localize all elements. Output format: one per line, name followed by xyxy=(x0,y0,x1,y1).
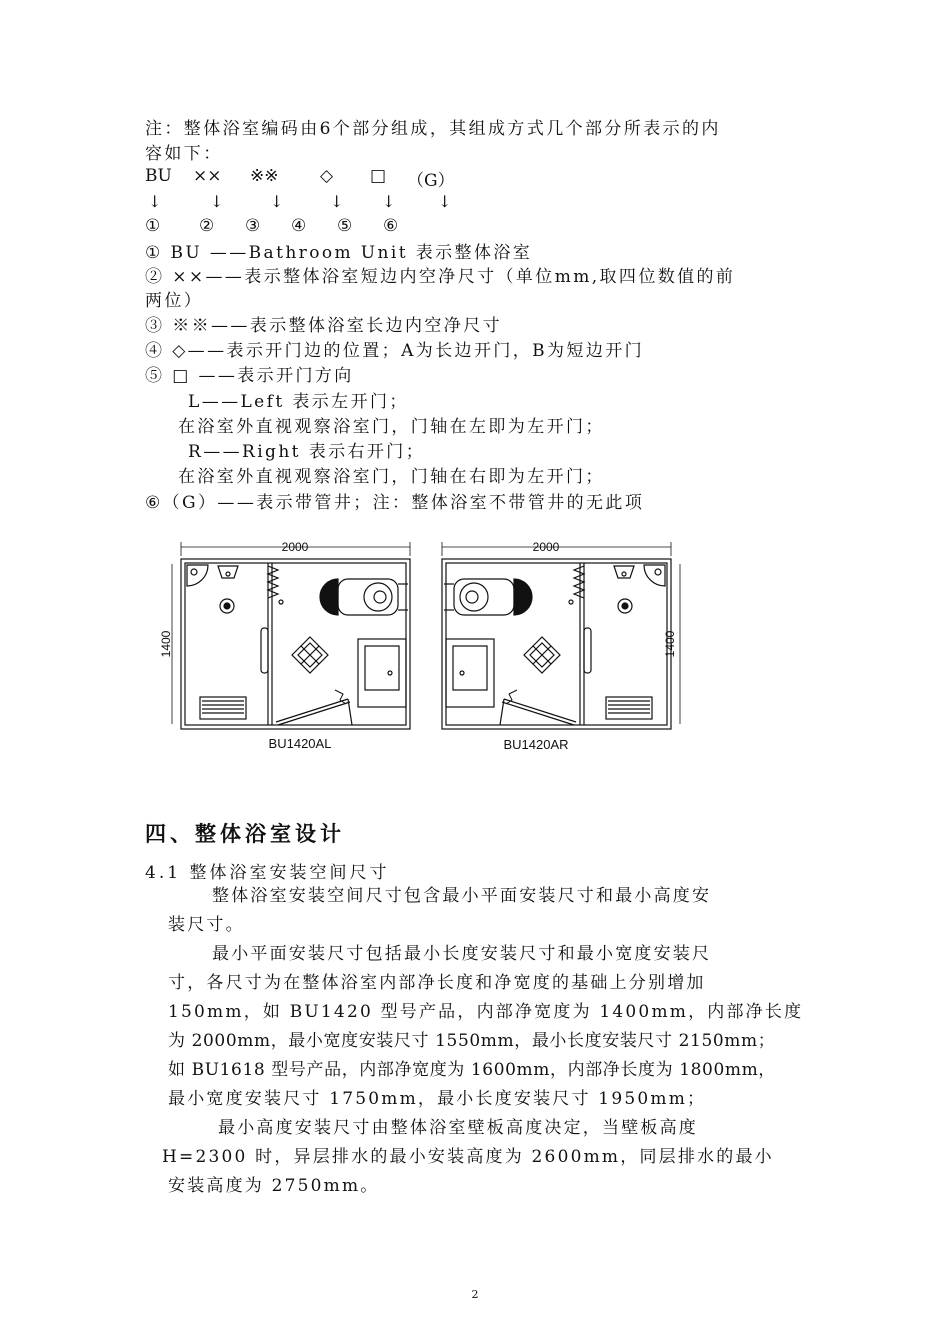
note-item-2-cont: 两位） xyxy=(145,291,204,311)
paragraph-line: 最小高度安装尺寸由整体浴室壁板高度决定，当壁板高度 xyxy=(218,1118,698,1138)
code-part: □ xyxy=(370,166,387,186)
note-item-5-right: R——Right 表示右开门； xyxy=(188,442,426,462)
down-arrow-icon: ↓ xyxy=(148,192,162,211)
right-caption: BU1420AR xyxy=(503,737,569,752)
right-height-label: 1400 xyxy=(663,630,677,658)
circled-number: ② xyxy=(199,216,215,236)
paragraph-line: H=2300 时，异层排水的最小安装高度为 2600mm，同层排水的最小 xyxy=(162,1147,774,1167)
note-item-5-left: L——Left 表示左开门； xyxy=(188,392,409,412)
note-item-5: ⑤ □ ——表示开门方向 xyxy=(145,366,354,386)
code-part: ※※ xyxy=(250,166,279,186)
note-item-1: ① BU ——Bathroom Unit 表示整体浴室 xyxy=(145,243,533,263)
circled-number: ③ xyxy=(245,216,261,236)
paragraph-line: 最小宽度安装尺寸 1750mm，最小长度安装尺寸 1950mm； xyxy=(168,1089,707,1109)
floor-plan-left xyxy=(172,542,410,729)
down-arrow-icon: ↓ xyxy=(382,192,396,211)
down-arrow-icon: ↓ xyxy=(210,192,224,211)
down-arrow-icon: ↓ xyxy=(330,192,344,211)
paragraph-line: 安装高度为 2750mm。 xyxy=(168,1176,380,1196)
note-line-2: 容如下： xyxy=(145,144,223,164)
right-width-label: 2000 xyxy=(532,540,560,554)
page-number: 2 xyxy=(471,1288,479,1301)
note-item-5-right-desc: 在浴室外直视观察浴室门，门轴在右即为左开门； xyxy=(178,467,605,487)
note-item-5-left-desc: 在浴室外直视观察浴室门，门轴在左即为左开门； xyxy=(178,417,605,437)
code-part: ×× xyxy=(193,166,222,186)
circled-number: ⑥ xyxy=(383,216,399,236)
left-width-label: 2000 xyxy=(281,540,309,554)
paragraph-line: 装尺寸。 xyxy=(168,915,245,935)
paragraph-line: 最小平面安装尺寸包括最小长度安装尺寸和最小宽度安装尺 xyxy=(212,944,712,964)
code-parts-row xyxy=(145,166,475,191)
circled-number: ⑤ xyxy=(337,216,353,236)
paragraph-2 xyxy=(168,940,808,1114)
code-part: （G） xyxy=(407,171,455,191)
left-caption: BU1420AL xyxy=(268,736,332,751)
down-arrow-icon: ↓ xyxy=(270,192,284,211)
note-item-2: ② ××——表示整体浴室短边内空净尺寸（单位mm,取四位数值的前 xyxy=(145,267,736,287)
circled-number: ④ xyxy=(291,216,307,236)
note-item-3: ③ ※※——表示整体浴室长边内空净尺寸 xyxy=(145,316,503,336)
code-part: BU xyxy=(145,166,172,186)
paragraph-line: 150mm，如 BU1420 型号产品，内部净宽度为 1400mm，内部净长度 xyxy=(168,1002,804,1022)
section-subtitle: 4.1 整体浴室安装空间尺寸 xyxy=(145,863,390,883)
circled-number-row xyxy=(145,216,475,238)
paragraph-1 xyxy=(168,882,808,940)
paragraph-3 xyxy=(162,1114,808,1201)
paragraph-line: 为 2000mm，最小宽度安装尺寸 1550mm，最小长度安装尺寸 2150mm； xyxy=(168,1031,776,1051)
floor-plan-right xyxy=(442,542,680,729)
left-height-label: 1400 xyxy=(159,630,173,658)
floor-plan-figures xyxy=(150,534,710,759)
note-item-6: ⑥（G）——表示带管井；注：整体浴室不带管井的无此项 xyxy=(145,493,645,513)
paragraph-line: 如 BU1618 型号产品，内部净宽度为 1600mm，内部净长度为 1800mm， xyxy=(168,1060,776,1080)
section-title: 四、整体浴室设计 xyxy=(145,822,345,846)
circled-number: ① xyxy=(145,216,161,236)
arrow-row xyxy=(145,192,465,212)
note-item-4: ④ ◇——表示开门边的位置；A为长边开门，B为短边开门 xyxy=(145,341,645,361)
paragraph-line: 整体浴室安装空间尺寸包含最小平面安装尺寸和最小高度安 xyxy=(212,886,712,906)
note-line-1: 注：整体浴室编码由6个部分组成，其组成方式几个部分所表示的内 xyxy=(145,119,721,139)
down-arrow-icon: ↓ xyxy=(438,192,452,211)
paragraph-line: 寸，各尺寸为在整体浴室内部净长度和净宽度的基础上分别增加 xyxy=(168,973,706,993)
code-part: ◇ xyxy=(320,166,334,186)
